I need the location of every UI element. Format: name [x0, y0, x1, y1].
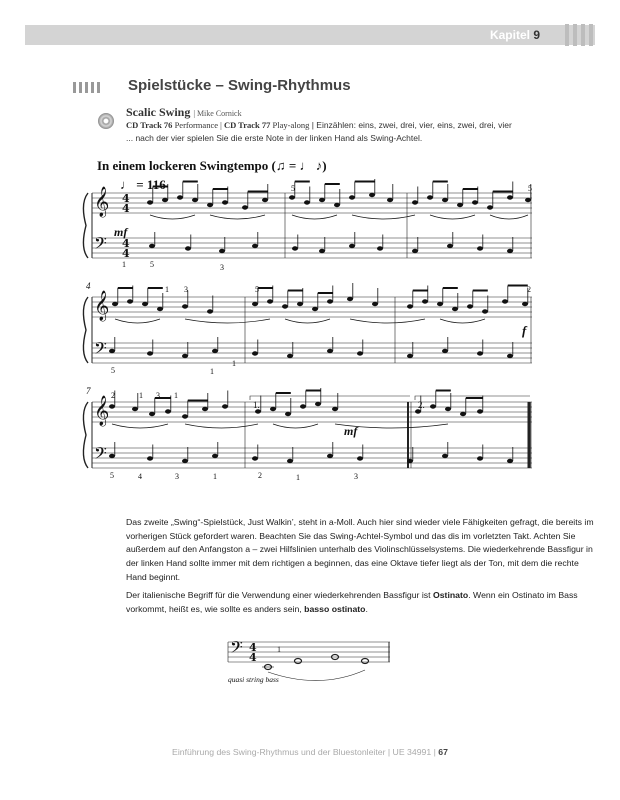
note-head [222, 404, 228, 408]
fingering: 2 [527, 285, 531, 294]
volta-bracket-1 [250, 396, 410, 400]
fingering: 5 [291, 184, 295, 193]
example-caption: quasi string bass [228, 675, 279, 684]
note-head [502, 299, 508, 303]
bass-note-head [319, 249, 325, 253]
time-signature: 4 [122, 247, 130, 260]
note-head [525, 198, 531, 202]
note-head [289, 195, 295, 199]
dynamic-f: f [522, 323, 527, 338]
bass-note-head [252, 456, 258, 460]
fingering: 5 [110, 471, 114, 480]
note-head [149, 412, 155, 416]
note-head [297, 302, 303, 306]
note-head [422, 299, 428, 303]
bass-note-head [185, 246, 191, 250]
cd-track-performance: CD Track 76 [126, 120, 173, 130]
bass-note-head [477, 246, 483, 250]
fingering: 1 [174, 391, 178, 400]
bass-note-head [442, 454, 448, 458]
bass-note-head [109, 349, 115, 353]
treble-clef: 𝄞 [94, 187, 110, 217]
performance-label: Performance [174, 120, 218, 130]
fingering: 1 [139, 391, 143, 400]
fingering: 1 [213, 472, 217, 481]
note-head [182, 414, 188, 418]
bass-note-head [327, 454, 333, 458]
slur [115, 319, 160, 323]
time-signature: 4 [122, 237, 130, 250]
note-head [147, 200, 153, 204]
fingering: 1 [232, 359, 236, 368]
note-head [252, 302, 258, 306]
bass-note-head [147, 351, 153, 355]
bass-note-head [287, 354, 293, 358]
note-head [387, 198, 393, 202]
chapter-number: 9 [533, 28, 540, 42]
note-head [467, 304, 473, 308]
slur [350, 319, 425, 323]
note-head [507, 195, 513, 199]
bass-note-head [219, 249, 225, 253]
fingering: 1 [122, 260, 126, 269]
slur [490, 215, 528, 219]
note-head [407, 304, 413, 308]
note-head [437, 302, 443, 306]
slur [150, 215, 195, 219]
cd-track-playalong: CD Track 77 [223, 120, 271, 130]
slur [292, 215, 337, 219]
fingering: 5 [255, 285, 259, 294]
term-basso-ostinato: basso ostinato [304, 603, 366, 614]
time-signature: 4 [122, 202, 130, 215]
note-head [349, 195, 355, 199]
note-head [442, 198, 448, 202]
brace [83, 402, 88, 468]
bass-note-head [252, 351, 258, 355]
dynamic-mf-1: mf [114, 225, 128, 239]
volta-2: 2. [418, 400, 425, 410]
slur [185, 319, 270, 323]
bass-note-head [212, 349, 218, 353]
fingering: 1 [277, 645, 281, 654]
note-head [267, 299, 273, 303]
bass-note-head [109, 454, 115, 458]
bass-note-head [507, 249, 513, 253]
note-head [332, 407, 338, 411]
fingering: 2 [258, 471, 262, 480]
bass-note-head [147, 456, 153, 460]
fingering: 5 [150, 260, 154, 269]
bass-note-head [212, 454, 218, 458]
note-head [165, 409, 171, 413]
slur [210, 215, 265, 219]
note-head [222, 200, 228, 204]
bass-clef: 𝄢 [94, 233, 107, 257]
note-head [177, 195, 183, 199]
note-head [334, 203, 340, 207]
bass-clef: 𝄢 [94, 338, 107, 362]
fingering: 3 [156, 391, 160, 400]
fingering: 1 [165, 285, 169, 294]
slur [430, 215, 475, 219]
example-time-signature: 4 [249, 651, 257, 664]
bass-note-head [507, 354, 513, 358]
slur [112, 424, 168, 428]
note-head [112, 302, 118, 306]
note-head [162, 198, 168, 202]
bass-note-head [182, 459, 188, 463]
bass-note-head [149, 244, 155, 248]
fingering: 1 [210, 367, 214, 376]
bass-note-head [442, 349, 448, 353]
example-half-note [295, 659, 302, 664]
note-head [430, 404, 436, 408]
example-bass-clef: 𝄢 [230, 637, 243, 661]
note-head [207, 309, 213, 313]
volta-1: 1. [253, 400, 260, 410]
fingering: 4 [138, 472, 142, 481]
note-head [427, 195, 433, 199]
note-head [207, 203, 213, 207]
note-head [285, 412, 291, 416]
note-head [304, 200, 310, 204]
fingering: 5 [111, 366, 115, 375]
note-head [109, 404, 115, 408]
note-head [300, 404, 306, 408]
bass-note-head [407, 354, 413, 358]
slur [352, 215, 415, 219]
example-half-note [362, 659, 369, 664]
chapter-text: Kapitel [489, 28, 530, 42]
note-head [319, 198, 325, 202]
bass-note-head [477, 456, 483, 460]
treble-clef: 𝄞 [94, 291, 110, 321]
note-head [192, 198, 198, 202]
bass-note-head [407, 459, 413, 463]
fingering: 5 [528, 184, 532, 193]
dynamic-mf-2: mf [344, 424, 358, 438]
note-head [242, 205, 248, 209]
note-head [142, 302, 148, 306]
note-head [347, 297, 353, 301]
note-head [327, 299, 333, 303]
note-head [157, 307, 163, 311]
note-head [132, 407, 138, 411]
fingering: 3 [354, 472, 358, 481]
note-head [369, 193, 375, 197]
slur [285, 319, 330, 323]
note-head [127, 299, 133, 303]
brace [83, 193, 88, 258]
measure-number-7: 7 [86, 386, 91, 396]
swing-symbol: (♫ = ♩ ♪) [271, 158, 327, 173]
playalong-label: Play-along [272, 120, 310, 130]
bass-clef: 𝄢 [94, 443, 107, 467]
bass-note-head [477, 351, 483, 355]
note-head [372, 302, 378, 306]
slur [185, 424, 258, 428]
note-head [312, 307, 318, 311]
metronome-mark: ♩ = 116 [120, 177, 166, 192]
bass-note-head [357, 351, 363, 355]
example-slur [268, 670, 365, 681]
fingering: 1 [296, 473, 300, 482]
example-time-signature: 4 [249, 641, 257, 654]
bass-note-head [287, 459, 293, 463]
tempo-text: In einem lockeren Swingtempo [97, 158, 269, 173]
note-head [460, 412, 466, 416]
measure-number-4: 4 [86, 281, 91, 291]
note-head [472, 200, 478, 204]
note-head [182, 304, 188, 308]
note-head [477, 409, 483, 413]
note-head [262, 198, 268, 202]
treble-clef: 𝄞 [94, 396, 110, 426]
bass-note-head [292, 246, 298, 250]
piece-composer: | Mike Cornick [193, 109, 242, 118]
paragraph-2: Der italienische Begriff für die Verwendung einer wiederkehrenden Bassfigur ist Ostinato. Wenn ein Ostinato im Bass vorkommt, heißt es, wie sollte es anders sein, basso ostinato. [126, 590, 578, 614]
note-head [202, 407, 208, 411]
bass-note-head [357, 456, 363, 460]
slur [273, 424, 318, 428]
footer [0, 747, 620, 757]
bass-note-head [507, 459, 513, 463]
bass-note-head [447, 244, 453, 248]
note-head [482, 309, 488, 313]
piece-title: Scalic Swing [126, 105, 191, 119]
note-head [270, 407, 276, 411]
note-head [315, 402, 321, 406]
bass-note-head [349, 244, 355, 248]
count-in: | Einzählen: eins, zwei, drei, vier, eins, zwei, drei, vier [311, 120, 512, 130]
slur [440, 319, 485, 323]
page-number: 67 [438, 747, 448, 757]
fingering: 2 [111, 391, 115, 400]
note-head [487, 205, 493, 209]
bass-note-head [182, 354, 188, 358]
bass-note-head [412, 249, 418, 253]
note-head [522, 302, 528, 306]
bass-note-head [327, 349, 333, 353]
note-head [282, 304, 288, 308]
note-head [457, 203, 463, 207]
fingering: 3 [175, 472, 179, 481]
footer-text: Einführung des Swing-Rhythmus und der Bluestonleiter | UE 34991 | [172, 747, 436, 757]
bass-note-head [377, 246, 383, 250]
cd-info: CD Track 76 Performance | CD Track 77 Play-along | Einzählen: eins, zwei, drei, vier, eins, zwei, drei, vier ... nach der vier spielen Sie die erste Note in der linken Hand als Swing-Achtel. [126, 120, 512, 143]
fingering: 3 [220, 263, 224, 272]
time-signature: 4 [122, 192, 130, 205]
note-head [412, 200, 418, 204]
note-head [452, 307, 458, 311]
note-head [445, 407, 451, 411]
bass-note-head [252, 244, 258, 248]
brace [83, 297, 88, 363]
count-in-note: ... nach der vier spielen Sie die erste Note in der linken Hand als Swing-Achtel. [126, 133, 423, 143]
paragraph-1: Das zweite „Swing“-Spielstück, Just Walkin’, steht in a-Moll. Auch hier sind wieder viele Fähigkeiten gefragt, die bereits im vorherigen Stück gefordert waren. Beachten Sie das Swing-Achtel-Symbol und das dis im vorletzten Takt. Achten Sie außerdem auf den Anfangston a – zwei Hilfslinien unterhalb des Violinschlüsselsystems. Die wiederkehrende Bassfigur in der linken Hand sollte immer mit dem richtigen a beginnen, das eine Oktave tiefer liegt als der Ton, mit dem die rechte Hand beginnt. [126, 517, 594, 582]
term-ostinato: Ostinato [432, 590, 469, 600]
section-title: Spielstücke – Swing-Rhythmus [128, 77, 351, 94]
fingering: 3 [184, 285, 188, 294]
